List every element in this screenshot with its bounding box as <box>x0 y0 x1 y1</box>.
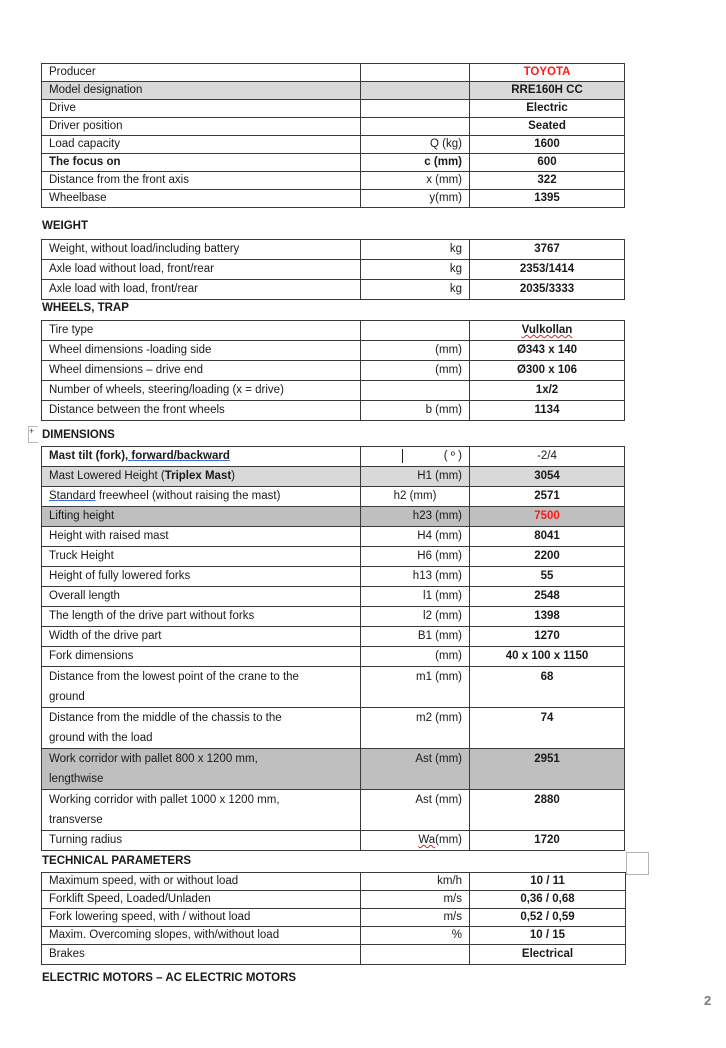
row-label: Lifting height <box>42 507 361 527</box>
row-value: 2035/3333 <box>470 280 625 300</box>
row-label: Weight, without load/including battery <box>42 240 361 260</box>
row-unit: H4 (mm) <box>361 527 470 547</box>
spellcheck-word[interactable]: Vulkollan <box>521 324 573 336</box>
page-number: 2 <box>704 993 712 1008</box>
row-unit: m/s <box>361 891 470 909</box>
row-unit: x (mm) <box>361 172 470 190</box>
row-label: Truck Height <box>42 547 361 567</box>
row-label: Distance between the front wheels <box>42 401 361 421</box>
row-unit: (mm) <box>361 647 470 667</box>
table-row <box>42 607 625 627</box>
wheels-heading: WHEELS, TRAP <box>42 302 129 314</box>
table-row <box>42 154 625 172</box>
row-unit <box>361 381 470 401</box>
table-row <box>42 790 625 831</box>
table-row <box>42 507 625 527</box>
row-unit: Ast (mm) <box>361 790 470 831</box>
row-value: 2951 <box>470 749 625 790</box>
row-unit <box>361 321 470 341</box>
row-unit <box>361 118 470 136</box>
table-row <box>42 401 625 421</box>
row-value: 10 / 11 <box>470 873 626 891</box>
row-unit: kg <box>361 240 470 260</box>
row-value: 68 <box>470 667 625 708</box>
row-value <box>470 321 625 341</box>
table-end-cell-marker[interactable] <box>626 852 649 875</box>
row-value: 1398 <box>470 607 625 627</box>
row-label: Axle load with load, front/rear <box>42 280 361 300</box>
label-line: Distance from the lowest point of the crane to the <box>49 671 299 683</box>
row-label: Fork dimensions <box>42 647 361 667</box>
row-unit: b (mm) <box>361 401 470 421</box>
dimensions-spec-table <box>41 446 625 851</box>
motors-heading: ELECTRIC MOTORS – AC ELECTRIC MOTORS <box>42 972 297 984</box>
row-label <box>42 790 361 831</box>
table-row <box>42 587 625 607</box>
row-unit: % <box>361 927 470 945</box>
row-label: Driver position <box>42 118 361 136</box>
table-move-handle[interactable]: + <box>28 426 38 443</box>
table-row <box>42 527 625 547</box>
row-label <box>42 708 361 749</box>
row-label: Maximum speed, with or without load <box>42 873 361 891</box>
row-unit: kg <box>361 280 470 300</box>
row-value: 1720 <box>470 831 625 851</box>
row-unit: m2 (mm) <box>361 708 470 749</box>
row-label: The length of the drive part without forks <box>42 607 361 627</box>
table-row <box>42 118 625 136</box>
row-value: 40 x 100 x 1150 <box>470 647 625 667</box>
row-unit: h2 (mm) <box>361 487 470 507</box>
weight-heading: WEIGHT <box>42 220 88 232</box>
wheels-spec-table <box>41 320 625 421</box>
label-line: ground <box>49 691 85 703</box>
row-value: Electric <box>470 100 625 118</box>
row-unit: Ast (mm) <box>361 749 470 790</box>
row-unit: l2 (mm) <box>361 607 470 627</box>
row-unit: H6 (mm) <box>361 547 470 567</box>
row-value: 2548 <box>470 587 625 607</box>
row-unit: h23 (mm) <box>361 507 470 527</box>
row-value: 1x/2 <box>470 381 625 401</box>
spellcheck-word[interactable]: Wa <box>418 834 436 846</box>
row-label: Height of fully lowered forks <box>42 567 361 587</box>
table-row <box>42 945 626 965</box>
table-row <box>42 647 625 667</box>
row-value: 1600 <box>470 136 625 154</box>
producer-value: TOYOTA <box>470 64 625 82</box>
row-unit: c (mm) <box>361 154 470 172</box>
row-unit: m1 (mm) <box>361 667 470 708</box>
row-label: Maxim. Overcoming slopes, with/without load <box>42 927 361 945</box>
row-value: Ø343 x 140 <box>470 341 625 361</box>
row-label: Turning radius <box>42 831 361 851</box>
row-value: 322 <box>470 172 625 190</box>
row-label: Forklift Speed, Loaded/Unladen <box>42 891 361 909</box>
row-value: 600 <box>470 154 625 172</box>
table-row <box>42 909 626 927</box>
unit-part: (mm) <box>435 834 462 846</box>
row-value: 10 / 15 <box>470 927 626 945</box>
row-value: 0,52 / 0,59 <box>470 909 626 927</box>
table-row <box>42 831 625 851</box>
row-unit: y(mm) <box>361 190 470 208</box>
technical-spec-table <box>41 872 626 965</box>
table-row <box>42 100 625 118</box>
row-unit: B1 (mm) <box>361 627 470 647</box>
row-label: Load capacity <box>42 136 361 154</box>
row-unit: Q (kg) <box>361 136 470 154</box>
row-value: 3054 <box>470 467 625 487</box>
dimensions-heading: DIMENSIONS <box>42 429 115 441</box>
row-label: Height with raised mast <box>42 527 361 547</box>
table-row <box>42 64 625 82</box>
row-label: Distance from the front axis <box>42 172 361 190</box>
row-label: Axle load without load, front/rear <box>42 260 361 280</box>
table-row <box>42 341 625 361</box>
row-value: RRE160H CC <box>470 82 625 100</box>
table-row <box>42 467 625 487</box>
row-label: Wheelbase <box>42 190 361 208</box>
row-value: 2200 <box>470 547 625 567</box>
row-value: 2353/1414 <box>470 260 625 280</box>
label-part: freewheel (without raising the mast) <box>95 490 281 502</box>
table-row <box>42 567 625 587</box>
technical-heading: TECHNICAL PARAMETERS <box>42 855 192 867</box>
label-line: Work corridor with pallet 800 x 1200 mm, <box>49 753 258 765</box>
table-row <box>42 749 625 790</box>
table-row <box>42 381 625 401</box>
table-row <box>42 708 625 749</box>
label-line: transverse <box>49 814 103 826</box>
row-label <box>42 447 361 467</box>
row-unit: (mm) <box>361 361 470 381</box>
row-value: 1134 <box>470 401 625 421</box>
row-unit: (mm) <box>361 341 470 361</box>
label-line: Working corridor with pallet 1000 x 1200 mm, <box>49 794 280 806</box>
table-row <box>42 487 625 507</box>
row-label <box>42 667 361 708</box>
row-unit: H1 (mm) <box>361 467 470 487</box>
row-value: -2/4 <box>470 447 625 467</box>
label-part: Mast tilt (fork) <box>49 450 126 462</box>
row-unit: l1 (mm) <box>361 587 470 607</box>
table-row <box>42 172 625 190</box>
label-line: ground with the load <box>49 732 153 744</box>
table-row <box>42 627 625 647</box>
label-bold-part: Triplex Mast <box>164 470 232 482</box>
row-value: 1270 <box>470 627 625 647</box>
row-unit <box>361 831 470 851</box>
row-label: Wheel dimensions – drive end <box>42 361 361 381</box>
row-unit: m/s <box>361 909 470 927</box>
row-unit: km/h <box>361 873 470 891</box>
row-value: 74 <box>470 708 625 749</box>
row-label: Wheel dimensions -loading side <box>42 341 361 361</box>
general-spec-table <box>41 63 625 208</box>
row-label: Number of wheels, steering/loading (x = drive) <box>42 381 361 401</box>
row-value: 1395 <box>470 190 625 208</box>
table-row <box>42 190 625 208</box>
table-row <box>42 447 625 467</box>
row-label: Model designation <box>42 82 361 100</box>
table-row <box>42 891 626 909</box>
weight-spec-table <box>41 239 625 300</box>
row-label: Drive <box>42 100 361 118</box>
row-label <box>42 487 361 507</box>
row-unit: kg <box>361 260 470 280</box>
table-row <box>42 321 625 341</box>
row-label: Brakes <box>42 945 361 965</box>
row-label: Overall length <box>42 587 361 607</box>
row-label: Producer <box>42 64 361 82</box>
row-unit <box>361 100 470 118</box>
table-row <box>42 667 625 708</box>
table-row <box>42 873 626 891</box>
row-value: Seated <box>470 118 625 136</box>
table-row <box>42 260 625 280</box>
row-label: Fork lowering speed, with / without load <box>42 909 361 927</box>
table-row <box>42 927 626 945</box>
label-line: lengthwise <box>49 773 104 785</box>
row-value: 3767 <box>470 240 625 260</box>
label-line: Distance from the middle of the chassis to the <box>49 712 282 724</box>
table-row <box>42 136 625 154</box>
row-unit <box>361 82 470 100</box>
table-row <box>42 240 625 260</box>
row-unit <box>361 64 470 82</box>
row-value: 2880 <box>470 790 625 831</box>
label-part: ) <box>231 470 236 482</box>
grammar-mark[interactable]: , forward/backward <box>125 450 230 462</box>
row-unit: ( º ) <box>361 447 470 467</box>
label-part: Mast Lowered Height ( <box>49 470 165 482</box>
row-label: Tire type <box>42 321 361 341</box>
table-row <box>42 361 625 381</box>
table-row <box>42 280 625 300</box>
lifting-height-value: 7500 <box>470 507 625 527</box>
table-row <box>42 547 625 567</box>
row-label: Width of the drive part <box>42 627 361 647</box>
row-value: 0,36 / 0,68 <box>470 891 626 909</box>
row-label: The focus on <box>42 154 361 172</box>
row-label <box>42 467 361 487</box>
row-label <box>42 749 361 790</box>
text-cursor <box>402 449 403 463</box>
row-unit: h13 (mm) <box>361 567 470 587</box>
row-unit <box>361 945 470 965</box>
row-value: 55 <box>470 567 625 587</box>
row-value: Electrical <box>470 945 626 965</box>
grammar-mark[interactable]: Standard <box>49 490 96 502</box>
row-value: 2571 <box>470 487 625 507</box>
row-value: Ø300 x 106 <box>470 361 625 381</box>
table-row <box>42 82 625 100</box>
row-value: 8041 <box>470 527 625 547</box>
